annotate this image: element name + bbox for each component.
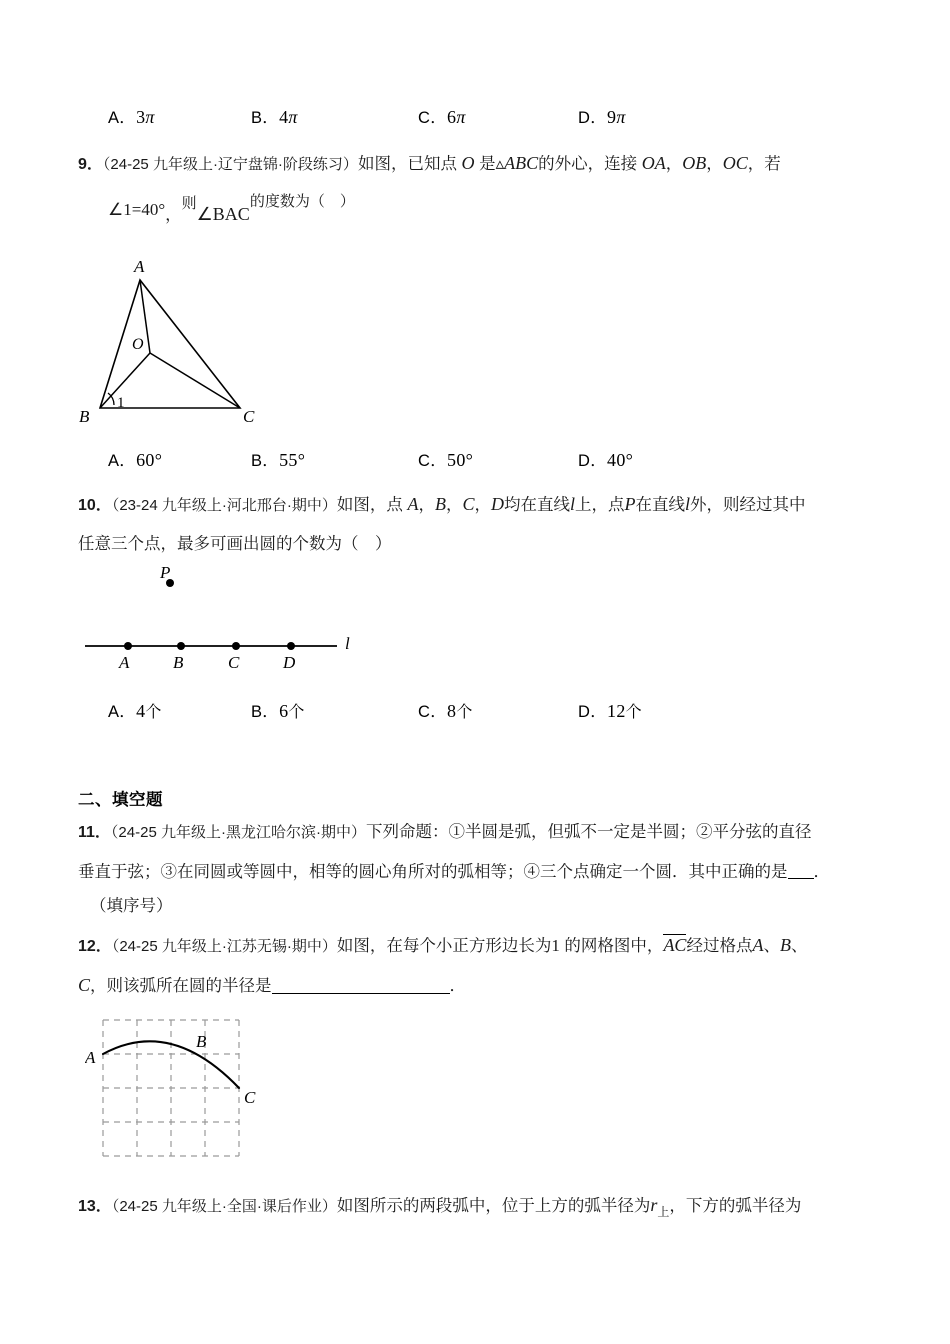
point-b-dot (177, 642, 185, 650)
question-11-source: （24-25 九年级上·黑龙江哈尔滨·期中） (110, 824, 366, 841)
question-10-text-part1: 如图，点 (336, 496, 408, 514)
grid-point-label-a: A (85, 1048, 96, 1067)
vertex-label-a: A (134, 257, 145, 276)
angle-1-label: 1 (117, 395, 125, 411)
q10-option-a-unit: 个 (145, 704, 162, 721)
q9-option-c[interactable] (418, 447, 473, 471)
triangle-abc-outline (100, 280, 240, 408)
q8-option-b-value: 4 (279, 107, 289, 127)
question-10-var-b: B (434, 494, 446, 514)
question-10-text-part5: 外，则经过其中 (689, 496, 806, 514)
q9-option-b-label: B． (251, 452, 280, 470)
q9-option-b[interactable] (251, 447, 305, 471)
q10-option-d-value: 12 (607, 701, 626, 721)
question-11-text (78, 812, 878, 853)
q8-option-c-label: C． (418, 109, 448, 127)
question-12-line2-text: ，则该弧所在圆的半径是 (90, 977, 272, 995)
question-12-text-part1: 如图，在每个小正方形边长为 (336, 937, 552, 955)
question-9-degree: ° (158, 200, 166, 219)
question-12-line2-end: ． (449, 977, 467, 995)
q8-option-b-label: B． (251, 109, 280, 127)
question-13-text-part1: 如图所示的两段弧中，位于上方的弧半径为 (336, 1197, 651, 1215)
question-11-number: 11． (78, 824, 111, 841)
point-label-b: B (173, 653, 184, 672)
q10-option-c-label: C． (418, 703, 448, 721)
point-label-a: A (119, 653, 130, 672)
question-12-number: 12． (78, 938, 112, 955)
question-12-one: 1 (551, 936, 560, 955)
question-11-line2-post: ． (813, 863, 830, 881)
q8-option-d-value: 9 (607, 107, 617, 127)
question-10-figure (80, 556, 380, 676)
q9-option-d-value: 40° (607, 450, 634, 470)
question-12-arc-ac: AC (663, 935, 687, 955)
grid-arc-diagram (85, 1015, 315, 1175)
vertex-label-b: B (79, 407, 90, 426)
question-10-var-p: P (624, 494, 636, 514)
question-9-text-part1: 如图，已知点 (357, 155, 462, 173)
question-9-number: 9． (78, 156, 103, 173)
question-10-source: （23-24 九年级上·河北邢台·期中） (111, 497, 337, 514)
q10-option-a-value: 4 (136, 701, 146, 721)
q10-option-b[interactable] (251, 698, 305, 722)
question-12-var-a: A (752, 935, 764, 955)
question-9-source: （24-25 九年级上·辽宁盘锦·阶段练习） (102, 156, 358, 173)
question-9-line2-tail: 的度数为（ ） (249, 193, 355, 210)
point-label-p: P (160, 563, 171, 582)
question-13-text-part2: ，下方的弧半径为 (669, 1197, 802, 1215)
question-12-text-line2 (78, 965, 878, 1006)
question-13-text (78, 1185, 878, 1227)
question-12-text (78, 925, 878, 967)
question-11-line1: 下列命题：①半圆是弧，但弧不一定是半圆；②平分弦的直径 (365, 823, 812, 841)
q9-option-a[interactable] (108, 447, 162, 471)
section-2-heading: 二、填空题 (78, 791, 163, 809)
triangle-symbol: ▵ (495, 154, 505, 173)
question-10-text-part2: 均在直线 (503, 496, 570, 514)
q9-option-c-value: 50° (447, 450, 474, 470)
grid-point-label-b: B (196, 1032, 207, 1051)
question-12-text-part2: 的网格图中， (559, 937, 664, 955)
q8-option-c[interactable] (418, 104, 466, 128)
q10-option-d-label: D． (578, 703, 608, 721)
q10-options-row (108, 698, 898, 724)
q9-option-a-label: A． (108, 452, 137, 470)
line-label-l: l (345, 634, 350, 653)
question-9-angle-bac: ∠BAC (196, 204, 250, 224)
question-13-source: （24-25 九年级上·全国·课后作业） (111, 1198, 337, 1215)
q10-option-b-unit: 个 (288, 704, 305, 721)
circumcenter-label-o: O (132, 336, 144, 353)
q10-option-c-value: 8 (447, 701, 457, 721)
q10-option-b-label: B． (251, 703, 280, 721)
question-9-line2-comma: ， (165, 206, 182, 224)
q9-option-d[interactable] (578, 447, 633, 471)
question-9-comma-2: ， (706, 155, 723, 173)
question-9-angle1: ∠1=40 (108, 200, 159, 219)
q8-option-d-label: D． (578, 109, 608, 127)
question-9-seg-ob: OB (682, 153, 707, 173)
question-10-number: 10． (78, 497, 112, 514)
q10-option-b-value: 6 (279, 701, 289, 721)
q8-option-a-value: 3 (136, 107, 146, 127)
point-a-dot (124, 642, 132, 650)
q9-option-d-label: D． (578, 452, 608, 470)
question-9-seg-oc: OC (722, 153, 748, 173)
q8-option-b[interactable] (251, 104, 298, 128)
q10-option-d[interactable] (578, 698, 642, 722)
point-c-dot (232, 642, 240, 650)
question-13-var-r: r (650, 1195, 658, 1215)
q8-option-a[interactable] (108, 104, 155, 128)
q8-option-b-unit: π (288, 107, 298, 127)
q9-options-row (108, 447, 898, 473)
question-9-comma-3: ，若 (747, 155, 781, 173)
question-10-var-l-2: l (684, 494, 690, 514)
question-11-text-line3 (78, 886, 878, 926)
q10-option-a[interactable] (108, 698, 162, 722)
question-10-var-l-1: l (569, 494, 575, 514)
question-11-line3: （填序号） (90, 897, 173, 915)
points-on-line-diagram (80, 556, 380, 676)
question-9-ze: 则 (181, 195, 197, 212)
question-13-number: 13． (78, 1198, 112, 1215)
q10-option-c-unit: 个 (456, 704, 473, 721)
question-9-text-line2 (78, 195, 878, 225)
q9-option-a-value: 60° (136, 450, 163, 470)
point-d-dot (287, 642, 295, 650)
question-10-text (78, 484, 878, 526)
triangle-circumcenter-diagram (70, 250, 290, 430)
q9-option-b-value: 55° (279, 450, 306, 470)
q8-option-a-label: A． (108, 109, 137, 127)
q8-options-row (108, 104, 898, 130)
q10-option-a-label: A． (108, 703, 137, 721)
question-9-seg-oa: OA (641, 153, 666, 173)
question-13-subscript-shang: 上 (657, 1205, 670, 1219)
question-12-text-part3: 经过格点 (686, 937, 753, 955)
question-11-line2-pre: 垂直于弦；③在同圆或等圆中，相等的圆心角所对的弧相等；④三个点确定一个圆．其中正确的是 (78, 863, 788, 881)
question-9-figure (70, 250, 290, 430)
question-10-comma-1: ， (418, 496, 435, 514)
segment-ob (100, 353, 150, 408)
vertex-label-c: C (243, 407, 255, 426)
question-10-line2: 任意三个点，最多可画出圆的个数为（ ） (78, 535, 392, 553)
question-9-text (78, 143, 878, 185)
question-10-text-part3: 上，点 (574, 496, 625, 514)
question-10-var-c: C (462, 494, 475, 514)
question-10-var-a: A (407, 494, 419, 514)
question-10-comma-3: ， (474, 496, 491, 514)
point-label-d: D (283, 653, 296, 672)
question-12-answer-blank[interactable] (272, 993, 450, 994)
question-12-dun-2: 、 (790, 937, 808, 955)
question-9-comma-1: ， (665, 155, 683, 173)
q8-option-c-unit: π (456, 107, 466, 127)
grid-lines (103, 1020, 239, 1156)
question-11-answer-blank[interactable] (788, 878, 814, 879)
q10-option-d-unit: 个 (625, 704, 642, 721)
q8-option-d[interactable] (578, 104, 626, 128)
q8-option-d-unit: π (616, 107, 626, 127)
question-9-text-part2: 是 (474, 155, 496, 173)
question-12-line2-c: C (78, 975, 91, 995)
grid-point-label-c: C (244, 1088, 256, 1107)
question-10-var-d: D (490, 494, 504, 514)
q8-option-c-value: 6 (447, 107, 457, 127)
q9-option-c-label: C． (418, 452, 448, 470)
question-12-source: （24-25 九年级上·江苏无锡·期中） (111, 938, 337, 955)
question-12-dun-1: 、 (763, 937, 780, 955)
q10-option-c[interactable] (418, 698, 473, 722)
question-9-text-part3: 的外心，连接 (538, 155, 642, 173)
question-10-comma-2: ， (445, 496, 463, 514)
point-label-c: C (228, 653, 240, 672)
question-9-var-o: O (461, 153, 475, 173)
segment-oc (150, 353, 240, 408)
question-10-text-part4: 在直线 (635, 496, 685, 514)
question-12-figure (85, 1015, 315, 1175)
q8-option-a-unit: π (145, 107, 155, 127)
question-12-var-b: B (779, 935, 791, 955)
question-9-var-abc: ABC (504, 153, 539, 173)
